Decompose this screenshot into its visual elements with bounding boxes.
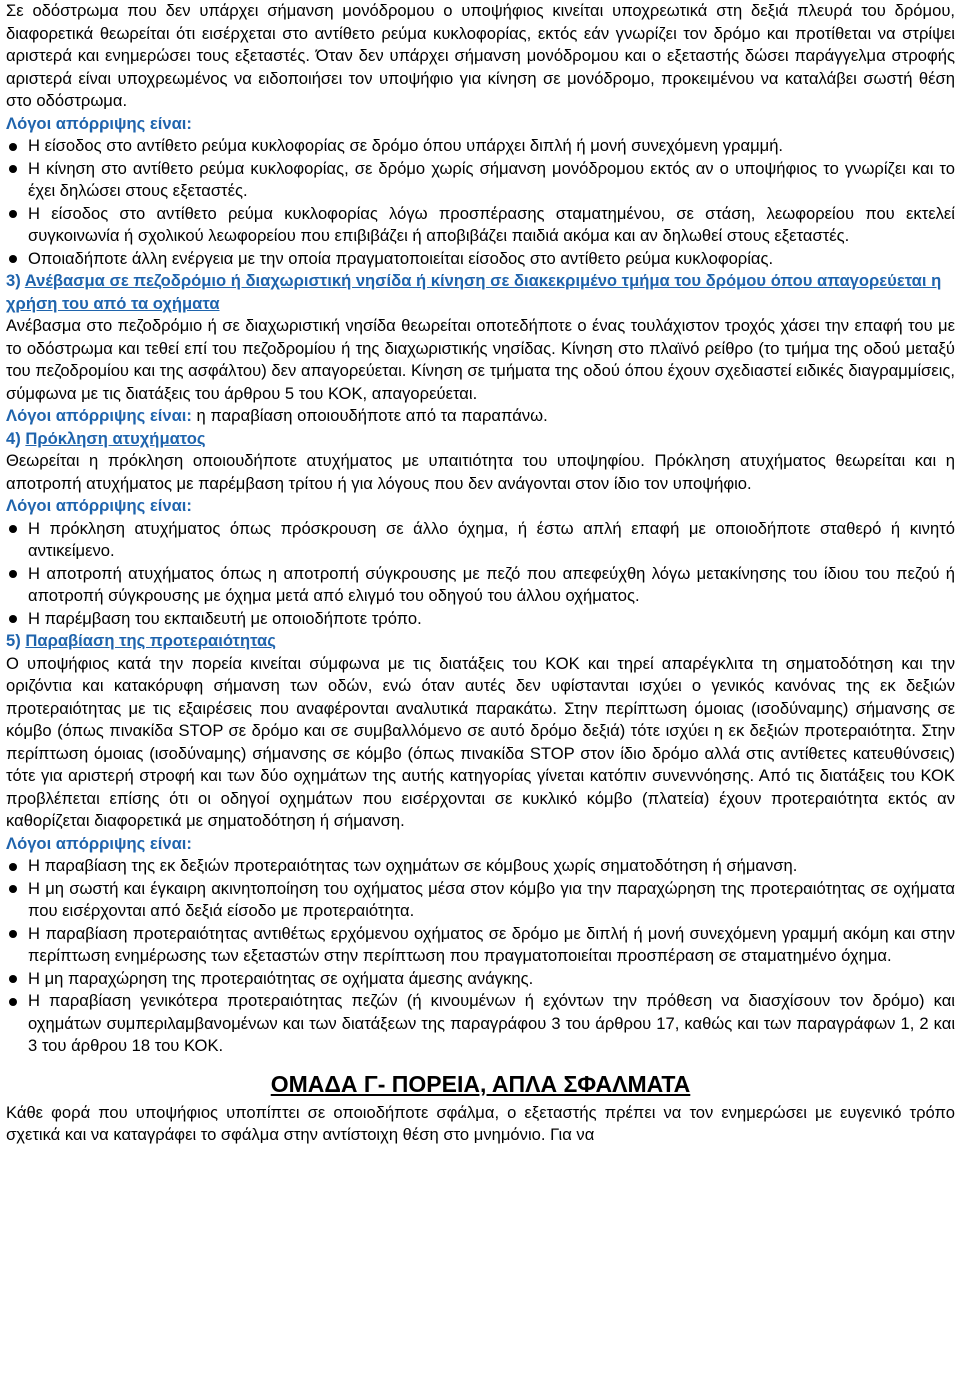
list-item: Η παραβίαση της εκ δεξιών προτεραιότητας των οχημάτων σε κόμβους χωρίς σηματοδότηση ή σήμανση. xyxy=(6,855,955,878)
section4-body: Θεωρείται η πρόκληση οποιουδήποτε ατυχήματος με υπαιτιότητα του υποψηφίου. Πρόκληση ατυχήματος θεωρείται και η αποτροπή ατυχήματος με παρέμβαση τρίτου ή για λόγους που δεν ανάγονται στον ίδιο τον υποψήφιο. xyxy=(6,451,955,493)
section4-heading: 4) Πρόκληση ατυχήματος xyxy=(6,428,206,448)
bullet-icon xyxy=(9,615,17,623)
bullet-icon xyxy=(9,255,17,263)
bullet-icon xyxy=(9,975,17,983)
list-item: Η παραβίαση προτεραιότητας αντιθέτως ερχόμενου οχήματος σε δρόμο με διπλή ή μονή συνεχόμενη γραμμή ακόμη και στην περίπτωση ενημέρωσης των εξεταστών στην περίπτωση που πραγματοποιείται προσπέραση σε σταματημένο όχημα. xyxy=(6,923,955,968)
section5-heading: 5) Παραβίαση της προτεραιότητας xyxy=(6,631,276,650)
list-item: Η κίνηση στο αντίθετο ρεύμα κυκλοφορίας, σε δρόμο χωρίς σήμανση μονόδρομου εκτός αν ο υποψήφιος το γνωρίζει και το έχει δηλώσει στους εξεταστές. xyxy=(6,158,955,203)
section3-reasons: Λόγοι απόρριψης είναι: η παραβίαση οποιουδήποτε από τα παραπάνω. xyxy=(6,406,548,425)
section4-list xyxy=(6,518,955,631)
group-title: ΟΜΑΔΑ Γ- ΠΟΡΕΙΑ, ΑΠΛΑ ΣΦΑΛΜΑΤΑ xyxy=(270,1070,691,1097)
section3-body: Ανέβασμα στο πεζοδρόμιο ή σε διαχωριστική νησίδα θεωρείται οποτεδήποτε ο ένας τουλάχιστον τροχός χάσει την επαφή του με το οδόστρωμα και τεθεί επί του πεζοδρομίου ή της διαχωριστικής νησίδας. Κίνηση στο πλαϊνό ρείθρο (το τμήμα της οδού μεταξύ του πεζοδρομίου και της ασφάλτου) δεν απαγορεύεται. Κίνηση σε τμήματα της οδού όπου έχουν σχεδιαστεί ειδικές διαγραμμίσεις, σύμφωνα με τις διατάξεις του άρθρου 5 του ΚΟΚ, απαγορεύεται. xyxy=(6,316,955,403)
section5-list xyxy=(6,855,955,1058)
bullet-icon xyxy=(9,885,17,893)
list-item: Η παρέμβαση του εκπαιδευτή με οποιοδήποτε τρόπο. xyxy=(6,608,955,631)
reasons-label: Λόγοι απόρριψης είναι: xyxy=(6,496,192,515)
intro-paragraph: Σε οδόστρωμα που δεν υπάρχει σήμανση μονόδρομου ο υποψήφιος κινείται υποχρεωτικά στη δεξιά πλευρά του δρόμου, διαφορετικά θεωρείται ότι εισέρχεται στο αντίθετο ρεύμα κυκλοφορίας, εκτός εάν γνωρίζει τον δρόμο και προτίθεται να στρίψει αριστερά και ενημερώσει τους εξεταστές. Όταν δεν υπάρχει σήμανση μονόδρομου και ο εξεταστής δώσει παράγγελμα στροφής αριστερά είναι υποχρεωμένος να ειδοποιήσει τον υποψήφιο για κίνηση σε μονόδρομο, προκειμένου να καταλάβει σωστή θέση στο οδόστρωμα. xyxy=(6,1,955,110)
bullet-icon xyxy=(9,143,17,151)
bullet-icon xyxy=(9,930,17,938)
list-item: Η μη παραχώρηση της προτεραιότητας σε οχήματα άμεσης ανάγκης. xyxy=(6,968,955,991)
list-item: Οποιαδήποτε άλλη ενέργεια με την οποία πραγματοποιείται είσοδος στο αντίθετο ρεύμα κυκλοφορίας. xyxy=(6,248,955,271)
bullet-icon xyxy=(9,570,17,578)
block1-list xyxy=(6,135,955,270)
section5-body: Ο υποψήφιος κατά την πορεία κινείται σύμφωνα με τις διατάξεις του ΚΟΚ και τηρεί απαρέγκλιτα τη σηματοδότηση και την οριζόντια και κατακόρυφη σήμανση των οδών, ενώ όταν αυτές δεν υφίστανται ισχύει ο γενικός κανόνας της εκ δεξιών προτεραιότητας με τις εξαιρέσεις που αναφέρονται αναλυτικά παρακάτω. Στην περίπτωση όμοιας (ισοδύναμης) σήμανσης σε κόμβο (όπως πινακίδα STOP σε δρόμο και σε συμβαλλόμενο σε αυτό δρόμο δεξιά) τότε ισχύει η εκ δεξιών προτεραιότητα. Στην περίπτωση όμοιας (ισοδύναμης) σήμανσης σε κόμβο (όπως πινακίδα STOP στον ίδιο δρόμο αλλά στις αντίθετες κατευθύνσεις) τότε για αριστερή στροφή και των δύο οχημάτων της αυτής κατηγορίας γίνεται κατόπιν συνεννόησης. Από τις διατάξεις του ΚΟΚ προβλέπεται επίσης ότι οι οδηγοί οχημάτων που εισέρχονται σε κυκλικό κόμβο (πλατεία) έχουν προτεραιότητα εκτός αν καθορίζεται διαφορετικά με σηματοδότηση ή σήμανση. xyxy=(6,653,955,830)
list-item: Η παραβίαση γενικότερα προτεραιότητας πεζών (ή κινουμένων ή εχόντων την πρόθεση να διασχίσουν τον δρόμο) και οχημάτων συμπεριλαμβανομένων και των διατάξεων της παραγράφου 3 του άρθρου 17, καθώς και των παραγράφων 1, 2 και 3 του άρθρου 18 του ΚΟΚ. xyxy=(6,990,955,1058)
bullet-icon xyxy=(9,525,17,533)
reasons-label: Λόγοι απόρριψης είναι: xyxy=(6,833,192,853)
list-item: Η μη σωστή και έγκαιρη ακινητοποίηση του οχήματος μέσα στον κόμβο για την παραχώρηση της προτεραιότητας σε οχήματα που εισέρχονται από δεξιά είσοδο με προτεραιότητα. xyxy=(6,878,955,923)
bullet-icon xyxy=(9,863,17,871)
group-body: Κάθε φορά που υποψήφιος υποπίπτει σε οποιοδήποτε σφάλμα, ο εξεταστής πρέπει να τον ενημερώσει με ευγενικό τρόπο σχετικά και να καταγράφει το σφάλμα στην αντίστοιχη θέση στο μνημόνιο. Για να xyxy=(6,1102,955,1144)
list-item: Η είσοδος στο αντίθετο ρεύμα κυκλοφορίας σε δρόμο όπου υπάρχει διπλή ή μονή συνεχόμενη γραμμή. xyxy=(6,135,955,158)
section3-heading: 3) Ανέβασμα σε πεζοδρόμιο ή διαχωριστική νησίδα ή κίνηση σε διακεκριμένο τμήμα του δρόμου όπου απαγορεύεται η χρήση του από τα οχήματα xyxy=(6,271,942,313)
bullet-icon xyxy=(9,998,17,1006)
list-item: Η αποτροπή ατυχήματος όπως η αποτροπή σύγκρουσης με πεζό που απεφεύχθη λόγω μετακίνησης του ίδιου του πεζού ή αποτροπή σύγκρουσης με όχημα μετά από ελιγμό του οδηγού του άλλου οχήματος. xyxy=(6,563,955,608)
list-item: Η είσοδος στο αντίθετο ρεύμα κυκλοφορίας λόγω προσπέρασης σταματημένου, σε στάση, λεωφορείου που εκτελεί συγκοινωνία ή σχολικού λεωφορείου που επιβιβάζει ή αποβιβάζει παιδιά ακόμα και αν δηλωθεί στους εξεταστές. xyxy=(6,203,955,248)
bullet-icon xyxy=(9,165,17,173)
bullet-icon xyxy=(9,210,17,218)
reasons-label: Λόγοι απόρριψης είναι: xyxy=(6,113,192,133)
document-page xyxy=(6,0,955,1147)
list-item: Η πρόκληση ατυχήματος όπως πρόσκρουση σε άλλο όχημα, ή έστω απλή επαφή με οποιοδήποτε σταθερό ή κινητό αντικείμενο. xyxy=(6,518,955,563)
